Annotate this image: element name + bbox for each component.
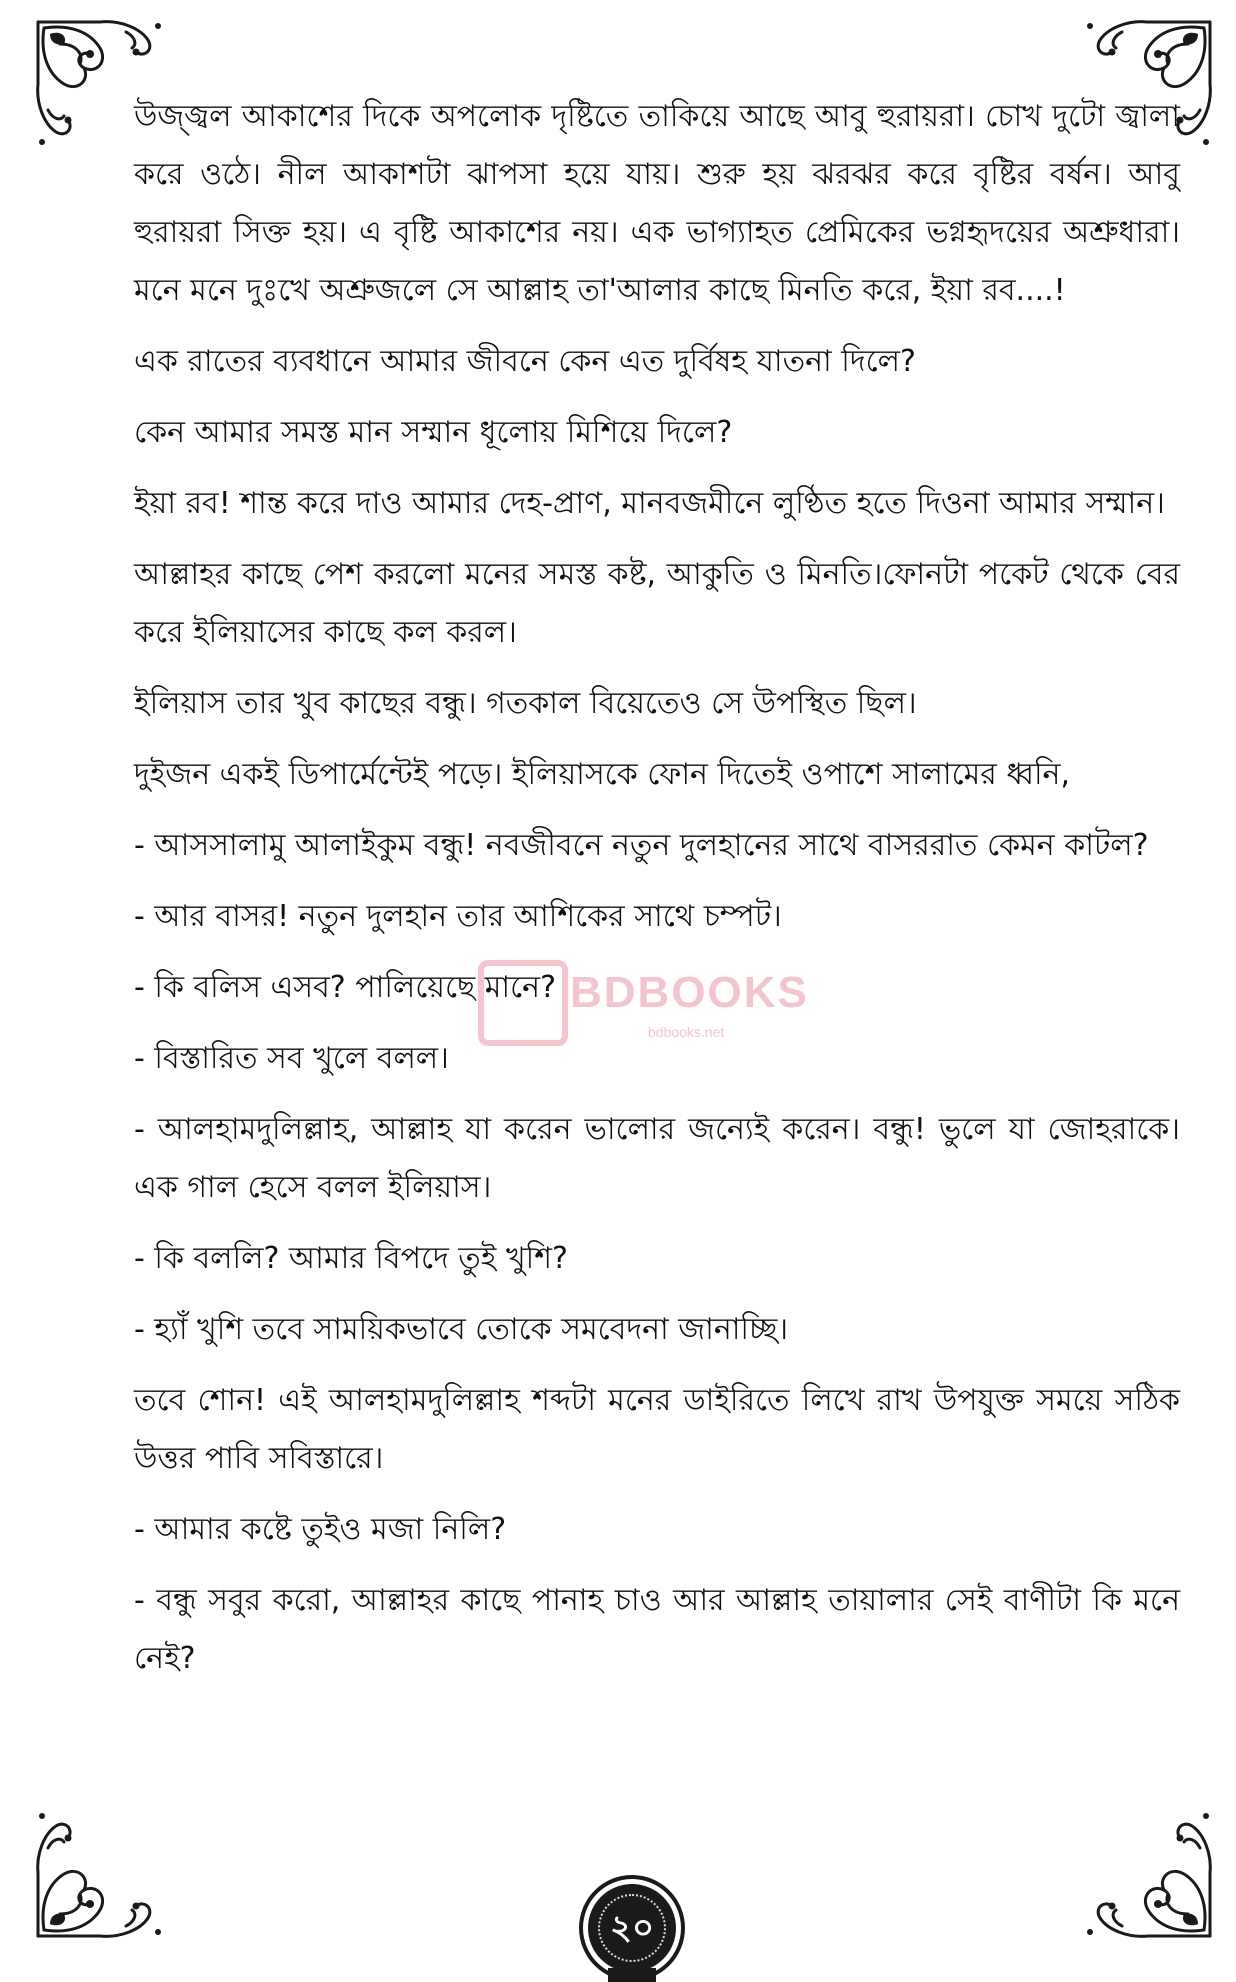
dialogue-line-7: - হ্যাঁ খুশি তবে সাময়িকভাবে তোকে সমবেদনা জানাচ্ছি। (134, 1312, 789, 1347)
watermark-logo (478, 950, 809, 1052)
paragraph-3: কেন আমার সমস্ত মান সম্মান ধূলোয় মিশিয়ে দিলে? (134, 415, 733, 450)
paragraph-2: এক রাতের ব্যবধানে আমার জীবনে কেন এত দুর্বিষহ যাতনা দিলে? (134, 344, 916, 379)
paragraph-5: আল্লাহর কাছে পেশ করলো মনের সমস্ত কষ্ট, আকুতি ও মিনতি।ফোনটা পকেট থেকে বের করে ইলিয়াসের কাছে কল করল। (134, 557, 1180, 650)
watermark-subtext: bdbooks.net (648, 1024, 725, 1040)
dialogue-line-4: - বিস্তারিত সব খুলে বলল। (134, 1041, 449, 1076)
paragraph-8: তবে শোন! এই আলহামদুলিল্লাহ শব্দটা মনের ডাইরিতে লিখে রাখ উপযুক্ত সময়ে সঠিক উত্তর পাবি সবিস্তারে। (134, 1383, 1180, 1476)
dialogue-line-5: - আলহামদুলিল্লাহ, আল্লাহ যা করেন ভালোর জন্যেই করেন। বন্ধু! ভুলে যা জোহরাকে। এক গাল হেসে বলল ইলিয়াস। (134, 1112, 1180, 1205)
book-icon (478, 960, 568, 1046)
corner-ornament-bottom-right-icon (1068, 1794, 1218, 1944)
paragraph-7: দুইজন একই ডিপার্মেন্টেই পড়ে। ইলিয়াসকে ফোন দিতেই ওপাশে সালামের ধ্বনি, (134, 757, 1070, 792)
watermark-text: BDBOOKS (570, 968, 809, 1017)
body-text (134, 88, 1180, 1701)
page-number-badge (588, 1884, 676, 1972)
dialogue-line-8: - আমার কষ্টে তুইও মজা নিলি? (134, 1512, 507, 1547)
paragraph-4: ইয়া রব! শান্ত করে দাও আমার দেহ-প্রাণ, মানবজমীনে লুণ্ঠিত হতে দিওনা আমার সম্মান। (134, 486, 1165, 521)
dialogue-line-6: - কি বললি? আমার বিপদে তুই খুশি? (134, 1241, 568, 1276)
paragraph-6: ইলিয়াস তার খুব কাছের বন্ধু। গতকাল বিয়েতেও সে উপস্থিত ছিল। (134, 686, 917, 721)
page-number: ২০ (609, 1908, 655, 1948)
dialogue-line-9: - বন্ধু সবুর করো, আল্লাহর কাছে পানাহ চাও আর আল্লাহ তায়ালার সেই বাণীটা কি মনে নেই? (134, 1583, 1180, 1676)
dialogue-line-1: - আসসালামু আলাইকুম বন্ধু! নবজীবনে নতুন দুলহানের সাথে বাসররাত কেমন কাটল? (134, 828, 1149, 863)
dialogue-line-2: - আর বাসর! নতুন দুলহান তার আশিকের সাথে চম্পট। (134, 899, 782, 934)
paragraph-1: উজ্জ্বল আকাশের দিকে অপলোক দৃষ্টিতে তাকিয়ে আছে আবু হুরায়রা। চোখ দুটো জ্বালা করে ওঠে। নীল আকাশটা ঝাপসা হয়ে যায়। শুরু হয় ঝরঝর করে বৃষ্টির বর্ষন। আবু হুরায়রা সিক্ত হয়। এ বৃষ্টি আকাশের নয়। এক ভাগ্যাহত প্রেমিকের ভগ্নহৃদয়ের অশ্রুধারা। মনে মনে দুঃখে অশ্রুজলে সে আল্লাহ তা'আলার কাছে মিনতি করে, ইয়া রব....! (134, 99, 1180, 308)
dialogue-line-3: - কি বলিস এসব? পালিয়েছে মানে? (134, 970, 556, 1005)
corner-ornament-bottom-left-icon (30, 1794, 180, 1944)
